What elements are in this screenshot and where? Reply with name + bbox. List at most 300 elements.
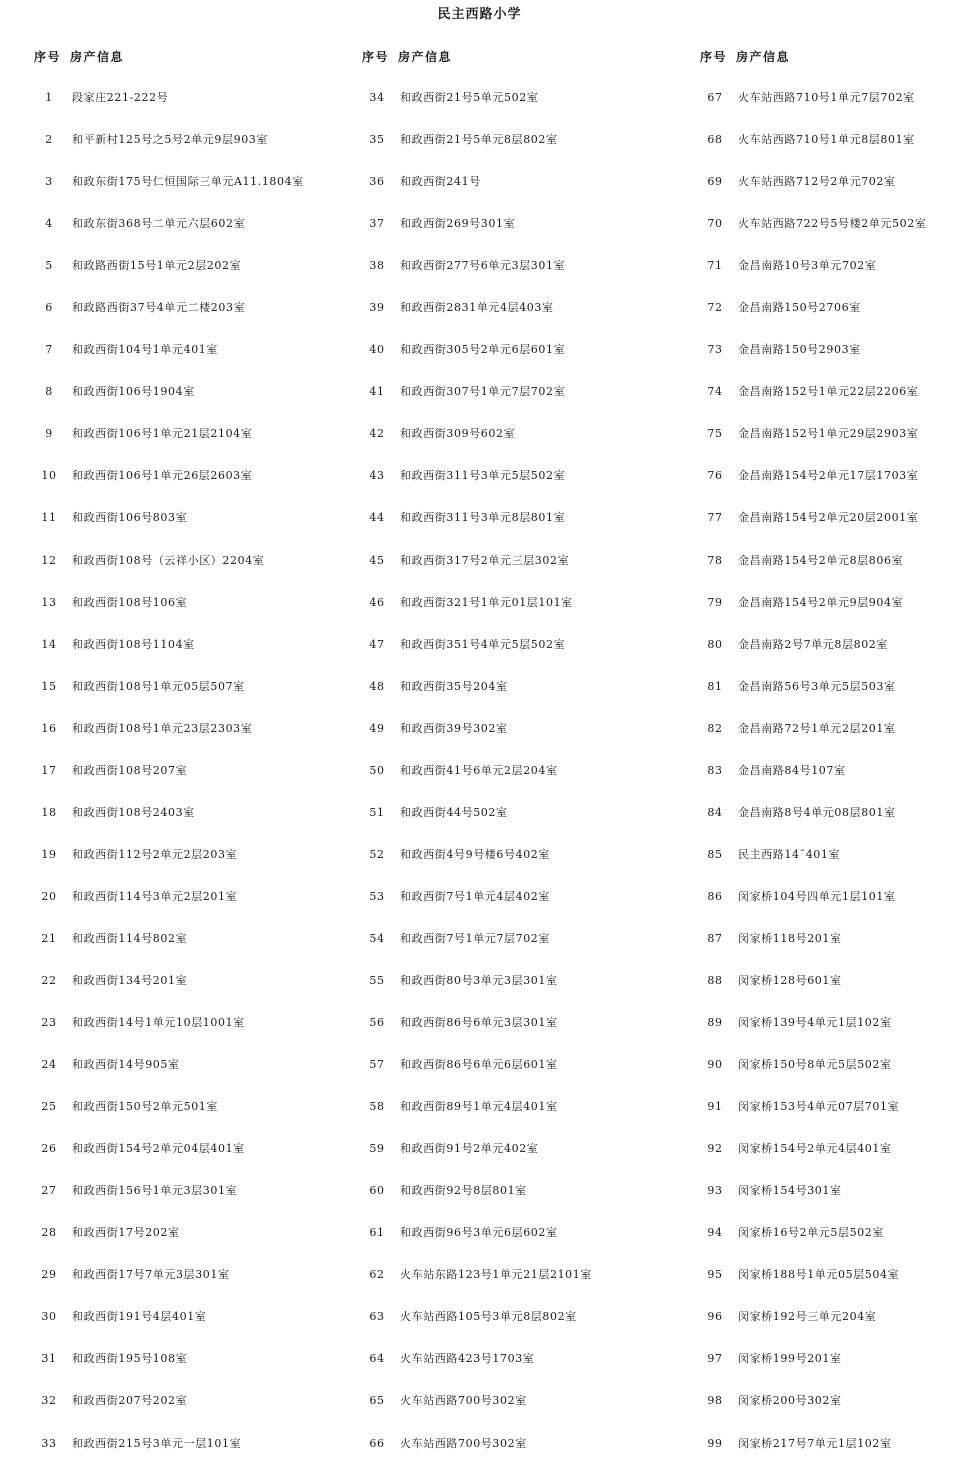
- table-rows: [358, 89, 678, 1477]
- table-row: [696, 846, 958, 888]
- table-row: [358, 257, 678, 299]
- row-number: 58: [369, 1100, 385, 1114]
- property-info: 金昌南路150号2706室: [738, 301, 861, 315]
- table-row: [696, 1435, 958, 1477]
- row-number: 96: [707, 1310, 723, 1324]
- row-number: 84: [707, 805, 723, 819]
- row-number: 45: [369, 553, 385, 567]
- property-info: 和政西街305号2单元6层601室: [400, 343, 566, 357]
- property-info: 火车站西路105号3单元8层802室: [400, 1310, 577, 1324]
- row-number: 46: [369, 595, 385, 609]
- row-number: 63: [369, 1310, 385, 1324]
- table-row: [358, 594, 678, 636]
- row-number: 5: [45, 259, 53, 273]
- row-number: 34: [369, 91, 385, 104]
- property-info: 和政西街108号（云祥小区）2204室: [72, 553, 265, 567]
- row-number: 55: [369, 973, 385, 987]
- table-row: [696, 804, 958, 846]
- row-number: 82: [707, 721, 723, 735]
- table-row: [358, 1182, 678, 1224]
- row-number: 93: [707, 1184, 723, 1198]
- row-number: 20: [41, 889, 57, 903]
- property-info: 火车站西路423号1703室: [400, 1352, 535, 1366]
- row-number: 98: [707, 1394, 723, 1408]
- row-number: 64: [369, 1352, 385, 1366]
- table-row: [30, 383, 340, 425]
- property-info: 和政西街108号1单元23层2303室: [72, 721, 253, 735]
- table-row: [30, 1098, 340, 1140]
- table-row: [358, 1140, 678, 1182]
- row-number: 1: [45, 91, 53, 104]
- property-info: 和政西街17号202室: [72, 1226, 180, 1240]
- table-row: [696, 131, 958, 173]
- row-number: 33: [41, 1436, 57, 1450]
- table-row: [358, 846, 678, 888]
- table-row: [696, 972, 958, 1014]
- table-row: [358, 1392, 678, 1434]
- table-row: [696, 1140, 958, 1182]
- property-info: 闵家桥139号4单元1层102室: [738, 1016, 892, 1030]
- property-info: 和政西街112号2单元2层203室: [72, 847, 238, 861]
- row-number: 25: [41, 1100, 57, 1114]
- table-row: [30, 215, 340, 257]
- row-number: 6: [45, 301, 53, 315]
- row-number: 74: [707, 385, 723, 399]
- row-number: 16: [41, 721, 57, 735]
- table-row: [358, 299, 678, 341]
- row-number: 26: [41, 1142, 57, 1156]
- table-row: [30, 930, 340, 972]
- property-info: 和平新村125号之5号2单元9层903室: [72, 133, 268, 147]
- property-info: 金昌南路150号2903室: [738, 343, 861, 357]
- property-info: 和政西街114号3单元2层201室: [72, 889, 238, 903]
- row-number: 78: [707, 553, 723, 567]
- row-number: 86: [707, 889, 723, 903]
- table-row: [696, 467, 958, 509]
- header-property-info: 房产信息: [736, 50, 791, 64]
- property-info: 和政西街106号1单元21层2104室: [72, 427, 253, 441]
- property-info: 和政西街269号301室: [400, 217, 516, 231]
- row-number: 41: [369, 385, 385, 399]
- property-info: 和政西街311号3单元8层801室: [400, 511, 566, 525]
- property-info: 闵家桥188号1单元05层504室: [738, 1268, 900, 1282]
- property-info: 闵家桥16号2单元5层502室: [738, 1226, 884, 1240]
- table-row: [358, 89, 678, 131]
- property-info: 和政西街191号4层401室: [72, 1310, 207, 1324]
- table-row: [696, 1014, 958, 1056]
- table-row: [696, 888, 958, 930]
- table-row: [696, 173, 958, 215]
- column-3: [696, 47, 958, 1477]
- table-row: [358, 678, 678, 720]
- property-info: 和政西街241号: [400, 175, 481, 189]
- property-info: 和政西街317号2单元三层302室: [400, 553, 570, 567]
- property-info: 金昌南路154号2单元17层1703室: [738, 469, 919, 483]
- property-info: 和政西街7号1单元4层402室: [400, 889, 550, 903]
- row-number: 70: [707, 217, 723, 231]
- table-row: [696, 594, 958, 636]
- table-row: [696, 1182, 958, 1224]
- row-number: 81: [707, 679, 723, 693]
- property-info: 和政西街106号803室: [72, 511, 188, 525]
- table-row: [30, 509, 340, 551]
- property-info: 和政西街156号1单元3层301室: [72, 1184, 238, 1198]
- property-info: 和政西街14号905室: [72, 1058, 180, 1072]
- table-row: [358, 425, 678, 467]
- property-info: 和政西街114号802室: [72, 931, 188, 945]
- table-row: [696, 1224, 958, 1266]
- row-number: 13: [41, 595, 57, 609]
- row-number: 61: [369, 1226, 385, 1240]
- row-number: 3: [45, 175, 53, 189]
- table-row: [30, 467, 340, 509]
- property-info: 和政西街195号108室: [72, 1352, 188, 1366]
- table-header: [30, 47, 340, 67]
- page-title: 民主西路小学: [437, 7, 522, 22]
- row-number: 18: [41, 805, 57, 819]
- table-row: [358, 888, 678, 930]
- header-number: 序号: [700, 50, 728, 64]
- table-row: [358, 1098, 678, 1140]
- property-info: 和政西街134号201室: [72, 973, 188, 987]
- table-row: [30, 804, 340, 846]
- property-info: 闵家桥154号301室: [738, 1184, 842, 1198]
- property-info: 火车站西路700号302室: [400, 1436, 527, 1450]
- property-info: 和政路西街15号1单元2层202室: [72, 259, 242, 273]
- column-2: [358, 47, 678, 1477]
- table-row: [358, 1435, 678, 1477]
- table-row: [30, 131, 340, 173]
- header-property-info: 房产信息: [70, 50, 125, 64]
- property-info: 和政路西街37号4单元二楼203室: [72, 301, 246, 315]
- row-number: 72: [707, 301, 723, 315]
- table-row: [30, 972, 340, 1014]
- row-number: 35: [369, 133, 385, 147]
- property-info: 闵家桥192号三单元204室: [738, 1310, 877, 1324]
- row-number: 77: [707, 511, 723, 525]
- table-row: [358, 509, 678, 551]
- property-info: 和政西街154号2单元04层401室: [72, 1142, 245, 1156]
- table-row: [30, 552, 340, 594]
- property-info: 金昌南路2号7单元8层802室: [738, 637, 888, 651]
- table-row: [30, 1224, 340, 1266]
- property-info: 和政西街108号207室: [72, 763, 188, 777]
- property-info: 和政西街150号2单元501室: [72, 1100, 218, 1114]
- property-info: 和政西街41号6单元2层204室: [400, 763, 558, 777]
- table-header: [696, 47, 958, 67]
- property-info: 闵家桥153号4单元07层701室: [738, 1100, 900, 1114]
- property-info: 和政西街17号7单元3层301室: [72, 1268, 230, 1282]
- property-info: 金昌南路72号1单元2层201室: [738, 721, 896, 735]
- property-info: 和政西街4号9号楼6号402室: [400, 847, 550, 861]
- table-row: [696, 930, 958, 972]
- row-number: 48: [369, 679, 385, 693]
- row-number: 90: [707, 1058, 723, 1072]
- table-row: [696, 509, 958, 551]
- property-info: 和政西街21号5单元8层802室: [400, 133, 558, 147]
- row-number: 49: [369, 721, 385, 735]
- property-info: 闵家桥128号601室: [738, 973, 842, 987]
- row-number: 66: [369, 1436, 385, 1450]
- table-row: [358, 1350, 678, 1392]
- property-info: 金昌南路154号2单元9层904室: [738, 595, 904, 609]
- row-number: 89: [707, 1016, 723, 1030]
- row-number: 88: [707, 973, 723, 987]
- property-info: 和政西街7号1单元7层702室: [400, 931, 550, 945]
- property-info: 金昌南路152号1单元29层2903室: [738, 427, 919, 441]
- table-row: [30, 1350, 340, 1392]
- table-row: [358, 1014, 678, 1056]
- property-info: 和政西街86号6单元3层301室: [400, 1016, 558, 1030]
- table-row: [30, 1266, 340, 1308]
- column-1: [30, 47, 340, 1477]
- row-number: 32: [41, 1394, 57, 1408]
- property-info: 金昌南路152号1单元22层2206室: [738, 385, 919, 399]
- row-number: 8: [45, 385, 53, 399]
- row-number: 36: [369, 175, 385, 189]
- property-info: 和政西街311号3单元5层502室: [400, 469, 566, 483]
- table-row: [358, 1308, 678, 1350]
- property-info: 闵家桥150号8单元5层502室: [738, 1058, 892, 1072]
- row-number: 94: [707, 1226, 723, 1240]
- property-info: 和政西街44号502室: [400, 805, 508, 819]
- table-row: [696, 1056, 958, 1098]
- table-row: [358, 930, 678, 972]
- property-info: 和政西街35号204室: [400, 679, 508, 693]
- row-number: 69: [707, 175, 723, 189]
- property-info: 金昌南路8号4单元08层801室: [738, 805, 896, 819]
- row-number: 43: [369, 469, 385, 483]
- property-info: 金昌南路154号2单元8层806室: [738, 553, 904, 567]
- table-row: [358, 804, 678, 846]
- row-number: 37: [369, 217, 385, 231]
- table-row: [30, 846, 340, 888]
- table-row: [30, 1182, 340, 1224]
- row-number: 38: [369, 259, 385, 273]
- table-header: [358, 47, 678, 67]
- table-row: [30, 678, 340, 720]
- table-row: [30, 1308, 340, 1350]
- property-info: 和政西街21号5单元502室: [400, 91, 539, 104]
- table-row: [358, 720, 678, 762]
- row-number: 15: [41, 679, 57, 693]
- table-row: [358, 552, 678, 594]
- property-info: 和政西街321号1单元01层101室: [400, 595, 573, 609]
- table-row: [30, 257, 340, 299]
- property-info: 和政西街215号3单元一层101室: [72, 1436, 242, 1450]
- header-property-info: 房产信息: [398, 50, 453, 64]
- table-row: [696, 341, 958, 383]
- row-number: 10: [41, 469, 57, 483]
- property-info: 和政西街351号4单元5层502室: [400, 637, 566, 651]
- property-info: 和政西街86号6单元6层601室: [400, 1058, 558, 1072]
- property-info: 金昌南路10号3单元702室: [738, 259, 877, 273]
- table-row: [30, 1392, 340, 1434]
- row-number: 87: [707, 931, 723, 945]
- table-row: [358, 215, 678, 257]
- property-info: 火车站西路722号5号楼2单元502室: [738, 217, 927, 231]
- property-info: 和政西街91号2单元402室: [400, 1142, 539, 1156]
- row-number: 24: [41, 1058, 57, 1072]
- property-info: 金昌南路154号2单元20层2001室: [738, 511, 919, 525]
- row-number: 53: [369, 889, 385, 903]
- property-info: 和政西街89号1单元4层401室: [400, 1100, 558, 1114]
- property-info: 和政西街39号302室: [400, 721, 508, 735]
- row-number: 29: [41, 1268, 57, 1282]
- row-number: 79: [707, 595, 723, 609]
- table-row: [696, 552, 958, 594]
- table-row: [696, 720, 958, 762]
- table-row: [696, 1266, 958, 1308]
- row-number: 91: [707, 1100, 723, 1114]
- row-number: 7: [45, 343, 53, 357]
- table-row: [30, 888, 340, 930]
- row-number: 23: [41, 1016, 57, 1030]
- table-row: [358, 341, 678, 383]
- row-number: 75: [707, 427, 723, 441]
- property-info: 和政西街96号3单元6层602室: [400, 1226, 558, 1240]
- row-number: 60: [369, 1184, 385, 1198]
- header-number: 序号: [34, 50, 62, 64]
- property-info: 和政西街309号602室: [400, 427, 516, 441]
- row-number: 4: [45, 217, 53, 231]
- table-row: [30, 636, 340, 678]
- row-number: 71: [707, 259, 723, 273]
- property-info: 和政西街14号1单元10层1001室: [72, 1016, 245, 1030]
- property-info: 金昌南路56号3单元5层503室: [738, 679, 896, 693]
- table-row: [696, 762, 958, 804]
- row-number: 22: [41, 973, 57, 987]
- property-info: 火车站西路710号1单元8层801室: [738, 133, 915, 147]
- table-row: [358, 1056, 678, 1098]
- property-info: 和政西街106号1904室: [72, 385, 195, 399]
- property-info: 火车站东路123号1单元21层2101室: [400, 1268, 592, 1282]
- row-number: 76: [707, 469, 723, 483]
- row-number: 2: [45, 133, 53, 147]
- table-row: [30, 594, 340, 636]
- property-info: 和政西街108号106室: [72, 595, 188, 609]
- row-number: 54: [369, 931, 385, 945]
- table-row: [696, 1098, 958, 1140]
- table-row: [30, 299, 340, 341]
- property-info: 和政西街108号2403室: [72, 805, 195, 819]
- property-info: 和政西街2831单元4层403室: [400, 301, 554, 315]
- header-number: 序号: [362, 50, 390, 64]
- property-info: 金昌南路84号107室: [738, 763, 846, 777]
- row-number: 59: [369, 1142, 385, 1156]
- row-number: 67: [707, 91, 723, 104]
- row-number: 83: [707, 763, 723, 777]
- property-info: 和政西街104号1单元401室: [72, 343, 218, 357]
- row-number: 9: [45, 427, 53, 441]
- row-number: 52: [369, 847, 385, 861]
- property-info: 和政西街108号1104室: [72, 637, 195, 651]
- table-row: [696, 257, 958, 299]
- property-info: 段家庄221-222号: [72, 91, 169, 104]
- row-number: 19: [41, 847, 57, 861]
- row-number: 31: [41, 1352, 57, 1366]
- row-number: 14: [41, 637, 57, 651]
- table-rows: [30, 89, 340, 1477]
- table-row: [358, 636, 678, 678]
- table-row: [30, 173, 340, 215]
- property-info: 闵家桥217号7单元1层102室: [738, 1436, 892, 1450]
- table-row: [30, 1056, 340, 1098]
- property-info: 民主西路14¯401室: [738, 847, 841, 861]
- row-number: 44: [369, 511, 385, 525]
- property-info: 闵家桥118号201室: [738, 931, 842, 945]
- row-number: 28: [41, 1226, 57, 1240]
- row-number: 40: [369, 343, 385, 357]
- row-number: 17: [41, 763, 57, 777]
- row-number: 68: [707, 133, 723, 147]
- row-number: 97: [707, 1352, 723, 1366]
- property-info: 闵家桥200号302室: [738, 1394, 842, 1408]
- table-row: [696, 1350, 958, 1392]
- table-row: [30, 425, 340, 467]
- row-number: 47: [369, 637, 385, 651]
- property-info: 火车站西路700号302室: [400, 1394, 527, 1408]
- property-info: 闵家桥154号2单元4层401室: [738, 1142, 892, 1156]
- table-row: [696, 636, 958, 678]
- table-row: [358, 383, 678, 425]
- property-info: 闵家桥104号四单元1层101室: [738, 889, 896, 903]
- row-number: 57: [369, 1058, 385, 1072]
- row-number: 56: [369, 1016, 385, 1030]
- property-info: 火车站西路710号1单元7层702室: [738, 91, 915, 104]
- table-row: [30, 762, 340, 804]
- table-row: [358, 972, 678, 1014]
- row-number: 42: [369, 427, 385, 441]
- table-row: [696, 425, 958, 467]
- table-row: [30, 720, 340, 762]
- table-row: [696, 215, 958, 257]
- row-number: 80: [707, 637, 723, 651]
- table-row: [30, 89, 340, 131]
- row-number: 85: [707, 847, 723, 861]
- table-row: [358, 1266, 678, 1308]
- property-info: 和政西街80号3单元3层301室: [400, 973, 558, 987]
- row-number: 21: [41, 931, 57, 945]
- table-row: [696, 383, 958, 425]
- table-row: [358, 467, 678, 509]
- table-row: [358, 762, 678, 804]
- row-number: 51: [369, 805, 385, 819]
- row-number: 27: [41, 1184, 57, 1198]
- row-number: 65: [369, 1394, 385, 1408]
- table-row: [696, 89, 958, 131]
- property-info: 和政西街92号8层801室: [400, 1184, 527, 1198]
- table-row: [696, 1308, 958, 1350]
- row-number: 99: [707, 1436, 723, 1450]
- row-number: 62: [369, 1268, 385, 1282]
- table-row: [30, 1014, 340, 1056]
- row-number: 12: [41, 553, 57, 567]
- property-info: 和政西街207号202室: [72, 1394, 188, 1408]
- table-row: [30, 1140, 340, 1182]
- row-number: 73: [707, 343, 723, 357]
- table-row: [696, 299, 958, 341]
- property-info: 和政西街106号1单元26层2603室: [72, 469, 253, 483]
- row-number: 30: [41, 1310, 57, 1324]
- property-info: 和政西街108号1单元05层507室: [72, 679, 245, 693]
- table-row: [358, 1224, 678, 1266]
- table-row: [696, 678, 958, 720]
- table-row: [30, 1435, 340, 1477]
- property-info: 闵家桥199号201室: [738, 1352, 842, 1366]
- row-number: 50: [369, 763, 385, 777]
- property-info: 火车站西路712号2单元702室: [738, 175, 896, 189]
